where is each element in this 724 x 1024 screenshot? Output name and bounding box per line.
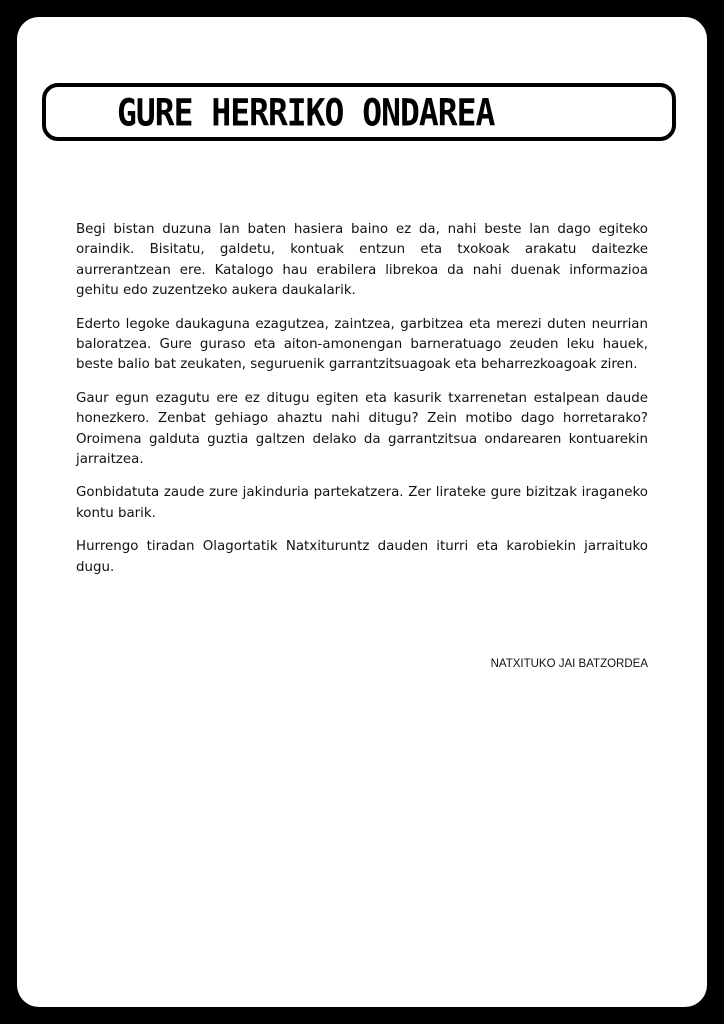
body-text (76, 220, 648, 591)
paragraph-5: Hurrengo tiradan Olagortatik Natxituruntz dauden iturri eta karobiekin jarraituko dugu. (76, 539, 648, 575)
page-title: GURE HERRIKO ONDAREA (117, 90, 495, 135)
title-banner (42, 83, 676, 141)
document-page (17, 17, 707, 1007)
paragraph-1: Begi bistan duzuna lan baten hasiera baino ez da, nahi beste lan dago egiteko oraindik. Bisitatu, galdetu, kontuak entzun eta txokoak arakatu daitezke aurrerantzean ere. Katalogo hau erabilera librekoa da nahi duenak informazioa gehitu edo zuzentzeko aukera daukalarik. (76, 222, 648, 299)
paragraph-3: Gaur egun ezagutu ere ez ditugu egiten eta kasurik txarrenetan estalpean daude honezkero. Zenbat gehiago ahaztu nahi ditugu? Zein motibo dago horretarako? Oroimena galduta guztia galtzen delako da garrantzitsua ondarearen kontuarekin jarraitzea. (76, 390, 648, 468)
signature: NATXITUKO JAI BATZORDEA (490, 658, 648, 670)
paragraph-4: Gonbidatuta zaude zure jakinduria partekatzera. Zer lirateke gure bizitzak iraganeko kontu barik. (76, 485, 648, 521)
paragraph-2: Ederto legoke daukaguna ezagutzea, zaintzea, garbitzea eta merezi duten neurrian baloratzea. Gure guraso eta aiton-amonengan barneratuago zeuden leku hauek, beste balio bat zeukaten, seguruenik garrantzitsuagoak eta beharrezkoagoak ziren. (76, 316, 648, 373)
